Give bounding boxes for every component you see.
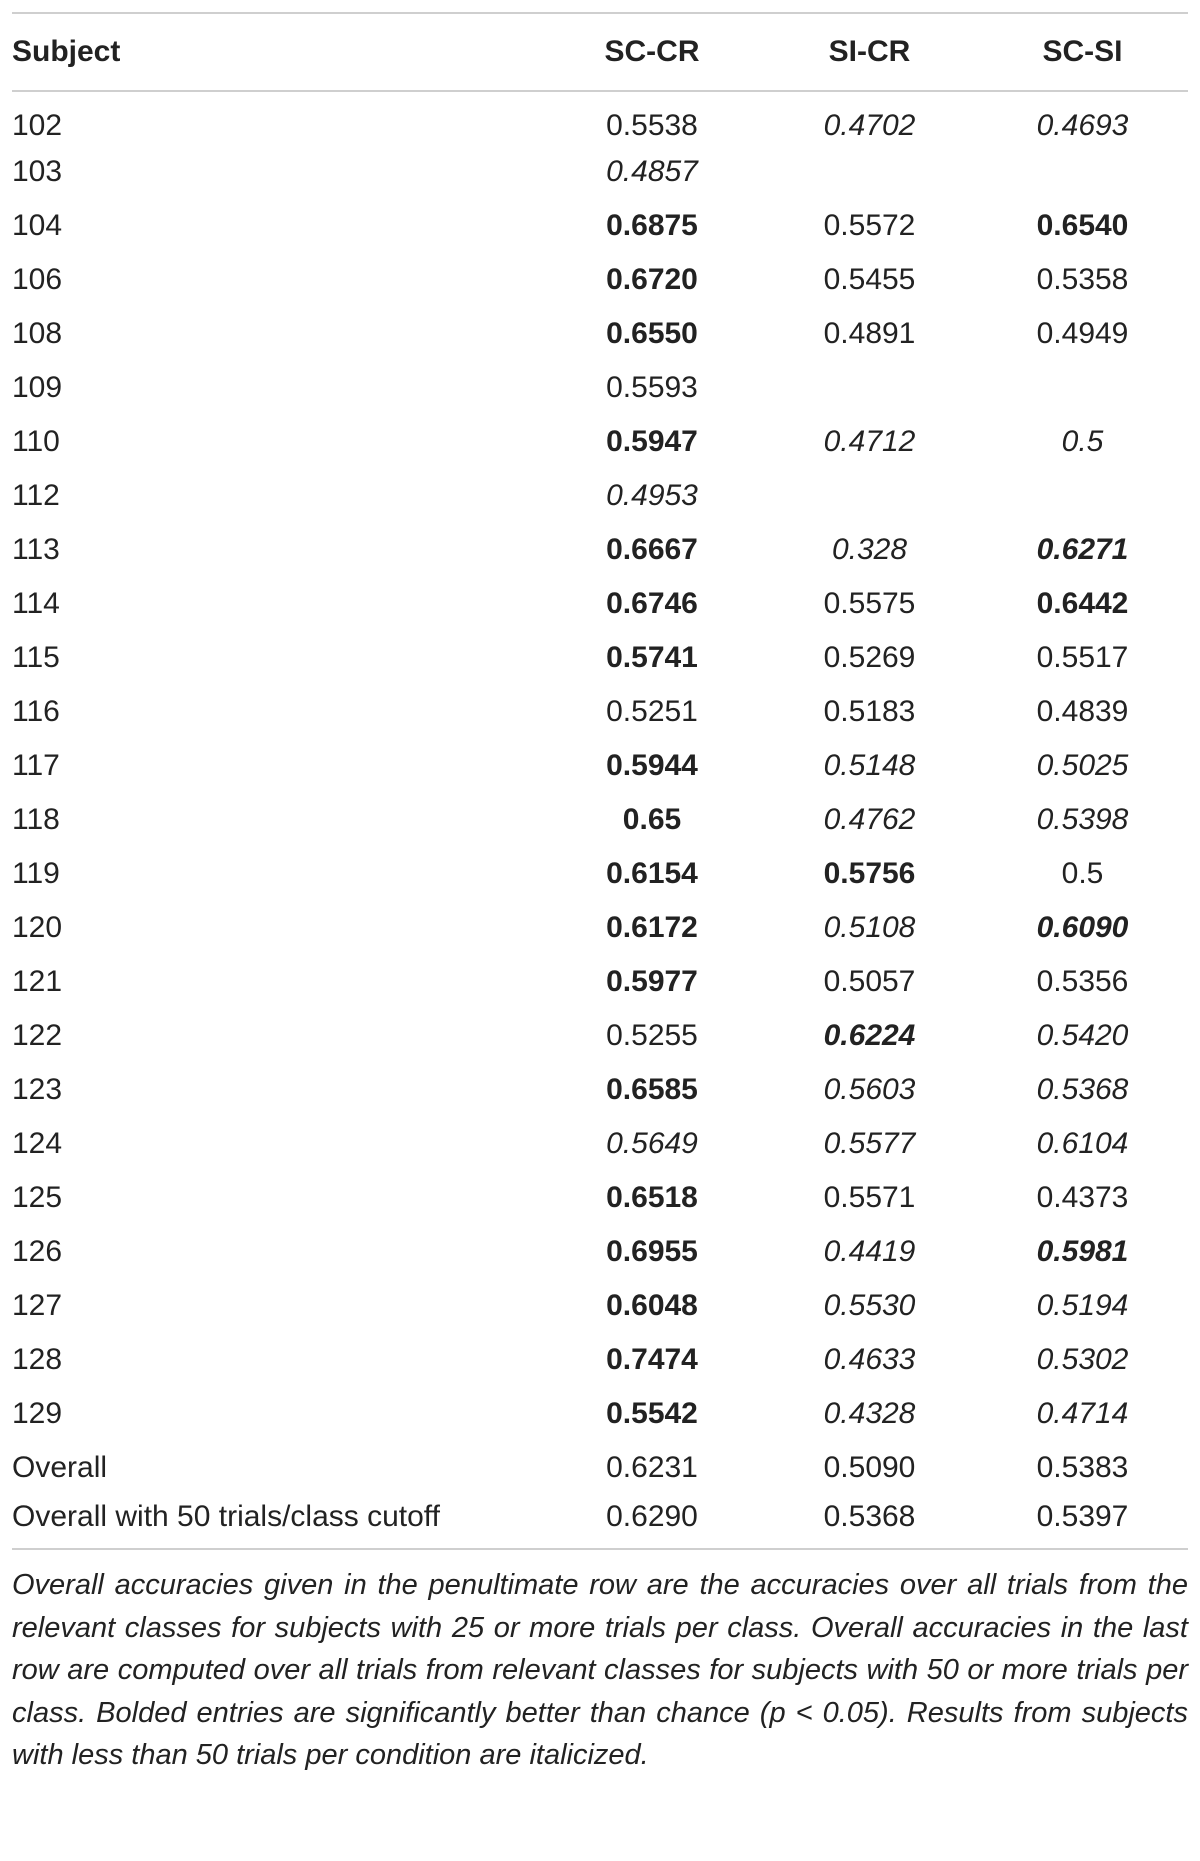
cell-sc-si: 0.4839 — [1036, 695, 1129, 728]
cell-subject: 114 — [12, 587, 60, 620]
header-sc-si: SC-SI — [977, 13, 1188, 91]
cell-sc-cr: 0.6585 — [606, 1073, 698, 1106]
table-row — [12, 955, 1188, 1009]
cell-subject: 112 — [12, 479, 60, 512]
table-row — [12, 793, 1188, 847]
cell-si-cr: 0.5603 — [823, 1073, 916, 1106]
cell-sc-si: 0.5383 — [1036, 1451, 1129, 1484]
cell-sc-si: 0.5358 — [1036, 263, 1129, 296]
cell-si-cr: 0.5269 — [823, 641, 916, 674]
cell-sc-cr: 0.6875 — [606, 209, 698, 242]
table-row — [12, 91, 1188, 145]
cell-si-cr: 0.5183 — [823, 695, 916, 728]
cell-sc-si — [977, 361, 1188, 415]
table-row — [12, 739, 1188, 793]
table-row — [12, 469, 1188, 523]
cell-si-cr — [762, 145, 977, 199]
cell-si-cr: 0.4891 — [823, 317, 916, 350]
table-footnote: Overall accuracies given in the penultimate row are the accuracies over all trials from the relevant classes for subjects with 25 or more trials per class. Overall accuracies in the last row are computed over all trials from relevant classes for subjects with 50 or more trials per class. Bolded entries are significantly better than chance (p < 0.05). Results from subjects with less than 50 trials per condition are italicized. — [12, 1569, 1188, 1771]
cell-si-cr: 0.5571 — [823, 1181, 916, 1214]
table-row — [12, 361, 1188, 415]
header-subject: Subject — [12, 13, 542, 91]
cell-sc-si: 0.5302 — [1036, 1343, 1129, 1376]
cell-si-cr: 0.5108 — [823, 911, 916, 944]
cell-subject: 109 — [12, 371, 63, 404]
cell-sc-si: 0.5420 — [1036, 1019, 1129, 1052]
table-row — [12, 199, 1188, 253]
cell-sc-cr: 0.65 — [622, 803, 682, 836]
cell-si-cr: 0.4762 — [823, 803, 916, 836]
cell-sc-cr: 0.6231 — [606, 1451, 698, 1484]
cell-subject: 122 — [12, 1019, 63, 1052]
table-row — [12, 1279, 1188, 1333]
cell-si-cr: 0.5455 — [823, 263, 916, 296]
cell-subject: Overall with 50 trials/class cutoff — [12, 1495, 542, 1549]
cell-subject: 125 — [12, 1181, 63, 1214]
cell-si-cr: 0.4702 — [823, 108, 916, 142]
cell-sc-si: 0.5517 — [1036, 641, 1129, 674]
cell-subject: 116 — [12, 695, 60, 728]
cell-sc-cr: 0.4857 — [606, 155, 698, 188]
cell-sc-cr: 0.6048 — [606, 1289, 698, 1322]
cell-sc-si — [977, 145, 1188, 199]
accuracy-table — [12, 12, 1188, 1550]
cell-subject: 113 — [12, 533, 60, 566]
cell-si-cr: 0.4712 — [823, 425, 916, 458]
cell-si-cr: 0.328 — [831, 533, 908, 566]
table-row — [12, 1225, 1188, 1279]
cell-si-cr — [762, 361, 977, 415]
cell-subject: 104 — [12, 209, 63, 242]
cell-sc-si: 0.4949 — [1036, 317, 1129, 350]
cell-sc-cr: 0.6667 — [606, 533, 698, 566]
cell-subject: 120 — [12, 911, 63, 944]
table-row — [12, 253, 1188, 307]
table-row — [12, 523, 1188, 577]
cell-si-cr: 0.5148 — [823, 749, 916, 782]
cell-subject: 128 — [12, 1343, 63, 1376]
table-row — [12, 1171, 1188, 1225]
table-header — [12, 13, 1188, 91]
cell-sc-cr: 0.6720 — [606, 263, 698, 296]
cell-si-cr: 0.5575 — [823, 587, 916, 620]
cell-sc-si: 0.4693 — [1036, 108, 1129, 142]
table-row — [12, 685, 1188, 739]
cell-subject: 106 — [12, 263, 63, 296]
table-row — [12, 1441, 1188, 1495]
cell-sc-cr: 0.5593 — [606, 371, 698, 404]
table-row — [12, 847, 1188, 901]
cell-sc-si: 0.5981 — [1036, 1235, 1129, 1268]
cell-subject: 119 — [12, 857, 60, 890]
table-row — [12, 1009, 1188, 1063]
table-row — [12, 307, 1188, 361]
cell-subject: 115 — [12, 641, 60, 674]
cell-si-cr: 0.5090 — [823, 1451, 916, 1484]
cell-subject: Overall — [12, 1451, 108, 1484]
table-row — [12, 415, 1188, 469]
cell-subject: 102 — [12, 108, 63, 142]
cell-si-cr: 0.4633 — [823, 1343, 916, 1376]
cell-sc-si: 0.6442 — [1036, 587, 1129, 620]
cell-sc-si: 0.5 — [1061, 857, 1104, 890]
cell-sc-si: 0.5025 — [1036, 749, 1129, 782]
cell-sc-cr: 0.6172 — [606, 911, 698, 944]
cell-sc-cr: 0.6955 — [606, 1235, 698, 1268]
table-row — [12, 145, 1188, 199]
cell-si-cr: 0.6224 — [823, 1019, 916, 1052]
cell-sc-si: 0.5398 — [1036, 803, 1129, 836]
table-body — [12, 91, 1188, 1549]
cell-sc-cr: 0.5944 — [606, 749, 698, 782]
cell-subject: 110 — [12, 425, 60, 458]
cell-sc-si: 0.6271 — [1036, 533, 1129, 566]
cell-sc-si: 0.5397 — [977, 1495, 1188, 1549]
cell-sc-si: 0.6090 — [1036, 911, 1129, 944]
cell-sc-si — [977, 469, 1188, 523]
cell-sc-cr: 0.5947 — [606, 425, 698, 458]
cell-sc-cr: 0.5542 — [606, 1397, 698, 1430]
header-si-cr: SI-CR — [762, 13, 977, 91]
table-row — [12, 901, 1188, 955]
cell-si-cr: 0.5057 — [823, 965, 916, 998]
cell-si-cr: 0.5756 — [823, 857, 916, 890]
cell-subject: 129 — [12, 1397, 63, 1430]
cell-sc-cr: 0.7474 — [606, 1343, 698, 1376]
cell-sc-cr: 0.5977 — [606, 965, 698, 998]
cell-sc-cr: 0.6290 — [542, 1495, 762, 1549]
table-row — [12, 1117, 1188, 1171]
cell-subject: 103 — [12, 155, 63, 188]
cell-sc-cr: 0.4953 — [606, 479, 698, 512]
cell-subject: 117 — [12, 749, 60, 782]
header-row — [12, 13, 1188, 91]
cell-sc-cr: 0.5251 — [606, 695, 698, 728]
cell-sc-si: 0.5194 — [1036, 1289, 1129, 1322]
table-row — [12, 1387, 1188, 1441]
cell-sc-si: 0.6104 — [1036, 1127, 1129, 1160]
cell-sc-cr: 0.5538 — [606, 108, 698, 142]
cell-subject: 108 — [12, 317, 63, 350]
cell-si-cr: 0.4328 — [823, 1397, 916, 1430]
cell-sc-cr: 0.5649 — [606, 1127, 698, 1160]
table-page — [0, 12, 1200, 1861]
cell-sc-si: 0.5356 — [1036, 965, 1129, 998]
cell-subject: 123 — [12, 1073, 63, 1106]
table-row — [12, 631, 1188, 685]
cell-si-cr: 0.4419 — [823, 1235, 916, 1268]
cell-sc-si: 0.6540 — [1036, 209, 1129, 242]
cell-si-cr — [762, 469, 977, 523]
cell-sc-cr: 0.5255 — [606, 1019, 698, 1052]
cell-si-cr: 0.5368 — [762, 1495, 977, 1549]
cell-sc-si: 0.4373 — [1036, 1181, 1129, 1214]
cell-subject: 127 — [12, 1289, 63, 1322]
table-row — [12, 1333, 1188, 1387]
cell-si-cr: 0.5530 — [823, 1289, 916, 1322]
cell-sc-si: 0.4714 — [1036, 1397, 1129, 1430]
header-sc-cr: SC-CR — [542, 13, 762, 91]
cell-sc-cr: 0.6154 — [606, 857, 698, 890]
table-row — [12, 577, 1188, 631]
cell-sc-cr: 0.6746 — [606, 587, 698, 620]
cell-sc-si: 0.5 — [1061, 425, 1104, 458]
table-row — [12, 1063, 1188, 1117]
cell-sc-cr: 0.6518 — [606, 1181, 698, 1214]
cell-subject: 126 — [12, 1235, 63, 1268]
cell-sc-si: 0.5368 — [1036, 1073, 1129, 1106]
cell-sc-cr: 0.6550 — [606, 317, 698, 350]
cell-subject: 121 — [12, 965, 63, 998]
table-row — [12, 1495, 1188, 1549]
cell-subject: 124 — [12, 1127, 63, 1160]
cell-sc-cr: 0.5741 — [606, 641, 698, 674]
cell-si-cr: 0.5577 — [823, 1127, 916, 1160]
cell-si-cr: 0.5572 — [823, 209, 916, 242]
cell-subject: 118 — [12, 803, 60, 836]
